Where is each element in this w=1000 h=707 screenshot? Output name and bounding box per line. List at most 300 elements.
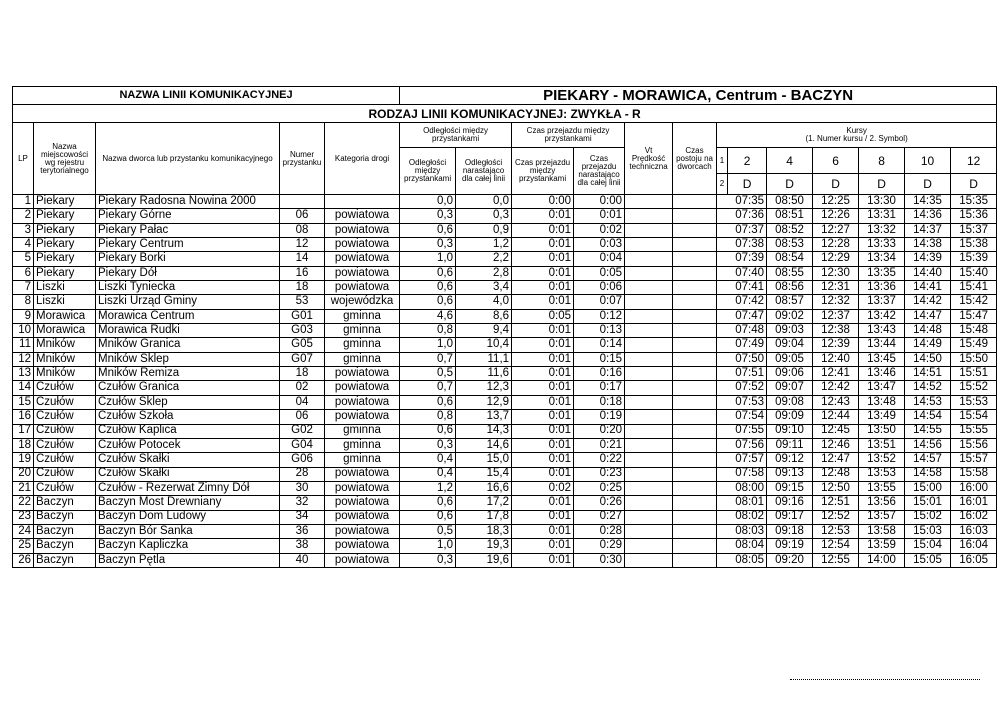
col-stop-name: Nazwa dworca lub przystanku komunikacyjnego <box>96 123 280 195</box>
row-time-between: 0:01 <box>512 395 574 409</box>
row-lp: 12 <box>13 352 34 366</box>
col-town: Nazwa miejscowości wg rejestru terytorialnego <box>34 123 96 195</box>
row-course-time: 09:10 <box>767 424 813 438</box>
row-course-time: 08:05 <box>717 553 767 567</box>
row-stop-name: Piekary Borki <box>96 252 280 266</box>
row-town: Czułów <box>34 395 96 409</box>
course-symbol: D <box>813 174 859 195</box>
row-time-cum: 0:20 <box>574 424 625 438</box>
row-lp: 24 <box>13 524 34 538</box>
table-row <box>13 481 997 495</box>
row-time-cum: 0:07 <box>574 295 625 309</box>
row-town: Piekary <box>34 209 96 223</box>
table-row <box>13 195 997 209</box>
row-time-between: 0:01 <box>512 467 574 481</box>
row-course-time: 07:41 <box>717 281 767 295</box>
row-course-time: 13:53 <box>859 467 905 481</box>
row-course-time: 14:42 <box>905 295 951 309</box>
row-vt <box>625 424 673 438</box>
courses-label: Kursy <box>846 126 867 135</box>
table-row <box>13 395 997 409</box>
row-road: powiatowa <box>325 410 400 424</box>
row-lp: 21 <box>13 481 34 495</box>
row-stop-no: G04 <box>280 438 325 452</box>
row-course-time: 15:54 <box>951 410 997 424</box>
row-dist-cum: 12,3 <box>456 381 512 395</box>
row-stop-time <box>673 252 717 266</box>
row-town: Mników <box>34 338 96 352</box>
row-course-time: 08:00 <box>717 481 767 495</box>
row-time-cum: 0:16 <box>574 367 625 381</box>
row-vt <box>625 438 673 452</box>
row-town: Czułów <box>34 424 96 438</box>
row-course-time: 15:49 <box>951 338 997 352</box>
row-time-between: 0:00 <box>512 195 574 209</box>
row-time-cum: 0:12 <box>574 309 625 323</box>
row-course-time: 07:47 <box>717 309 767 323</box>
row-vt <box>625 238 673 252</box>
row-time-between: 0:01 <box>512 438 574 452</box>
course-symbol: D <box>767 174 813 195</box>
row-lp: 5 <box>13 252 34 266</box>
row-stop-time <box>673 438 717 452</box>
row-course-time: 15:01 <box>905 496 951 510</box>
row-course-time: 13:33 <box>859 238 905 252</box>
row-course-time: 13:55 <box>859 481 905 495</box>
row-dist-cum: 4,0 <box>456 295 512 309</box>
row-stop-name: Mników Sklep <box>96 352 280 366</box>
row-stop-name: Baczyn Pętla <box>96 553 280 567</box>
row-course-time: 12:51 <box>813 496 859 510</box>
course-row-label-2: 2 <box>717 174 728 195</box>
line-name: PIEKARY - MORAWICA, Centrum - BACZYN <box>400 87 997 105</box>
row-stop-name: Baczyn Most Drewniany <box>96 496 280 510</box>
course-row-label-1: 1 <box>717 148 728 174</box>
row-time-between: 0:01 <box>512 252 574 266</box>
row-time-cum: 0:27 <box>574 510 625 524</box>
row-course-time: 09:12 <box>767 453 813 467</box>
row-course-time: 09:04 <box>767 338 813 352</box>
row-stop-name: Liszki Urząd Gminy <box>96 295 280 309</box>
row-time-between: 0:01 <box>512 281 574 295</box>
row-time-cum: 0:19 <box>574 410 625 424</box>
row-stop-name: Czułów Szkoła <box>96 410 280 424</box>
row-town: Czułów <box>34 481 96 495</box>
table-row <box>13 381 997 395</box>
row-course-time: 13:58 <box>859 524 905 538</box>
row-dist-cum: 2,2 <box>456 252 512 266</box>
table-row <box>13 438 997 452</box>
row-time-between: 0:01 <box>512 324 574 338</box>
row-course-time: 13:56 <box>859 496 905 510</box>
row-course-time: 07:38 <box>717 238 767 252</box>
row-lp: 4 <box>13 238 34 252</box>
row-course-time: 08:51 <box>767 209 813 223</box>
row-course-time: 16:00 <box>951 481 997 495</box>
row-time-between: 0:01 <box>512 553 574 567</box>
row-road: powiatowa <box>325 209 400 223</box>
row-course-time: 09:15 <box>767 481 813 495</box>
row-time-cum: 0:28 <box>574 524 625 538</box>
row-stop-time <box>673 352 717 366</box>
col-stop-time: Czas postoju na dworcach <box>673 123 717 195</box>
row-course-time: 15:36 <box>951 209 997 223</box>
row-lp: 16 <box>13 410 34 424</box>
row-course-time: 16:04 <box>951 539 997 553</box>
row-course-time: 13:47 <box>859 381 905 395</box>
row-stop-name: Mników Remiza <box>96 367 280 381</box>
row-course-time: 08:53 <box>767 238 813 252</box>
row-dist-between: 0,3 <box>400 553 456 567</box>
row-course-time: 14:51 <box>905 367 951 381</box>
row-course-time: 13:43 <box>859 324 905 338</box>
row-town: Piekary <box>34 223 96 237</box>
row-course-time: 09:20 <box>767 553 813 567</box>
row-dist-cum: 9,4 <box>456 324 512 338</box>
row-time-between: 0:01 <box>512 338 574 352</box>
row-dist-cum: 11,1 <box>456 352 512 366</box>
row-dist-cum: 16,6 <box>456 481 512 495</box>
course-symbol: D <box>905 174 951 195</box>
course-number: 6 <box>813 148 859 174</box>
row-course-time: 12:52 <box>813 510 859 524</box>
line-name-label: NAZWA LINII KOMUNIKACYJNEJ <box>13 87 400 105</box>
row-course-time: 12:37 <box>813 309 859 323</box>
row-dist-cum: 10,4 <box>456 338 512 352</box>
row-town: Morawica <box>34 324 96 338</box>
row-road: gminna <box>325 352 400 366</box>
row-time-cum: 0:30 <box>574 553 625 567</box>
row-lp: 22 <box>13 496 34 510</box>
row-course-time: 15:05 <box>905 553 951 567</box>
row-course-time: 15:53 <box>951 395 997 409</box>
row-dist-between: 0,8 <box>400 410 456 424</box>
row-dist-cum: 14,3 <box>456 424 512 438</box>
row-stop-name: Czułów - Rezerwat Zimny Dół <box>96 481 280 495</box>
row-stop-time <box>673 496 717 510</box>
row-course-time: 08:04 <box>717 539 767 553</box>
row-course-time: 15:52 <box>951 381 997 395</box>
row-course-time: 12:41 <box>813 367 859 381</box>
row-dist-cum: 2,8 <box>456 266 512 280</box>
row-stop-time <box>673 281 717 295</box>
row-course-time: 16:02 <box>951 510 997 524</box>
row-course-time: 12:38 <box>813 324 859 338</box>
row-stop-name: Czułów Skałki <box>96 467 280 481</box>
row-course-time: 15:37 <box>951 223 997 237</box>
signature-line <box>790 678 980 680</box>
row-course-time: 13:50 <box>859 424 905 438</box>
row-course-time: 09:05 <box>767 352 813 366</box>
row-course-time: 13:52 <box>859 453 905 467</box>
row-course-time: 12:44 <box>813 410 859 424</box>
row-town: Piekary <box>34 266 96 280</box>
row-course-time: 07:39 <box>717 252 767 266</box>
col-lp: LP <box>13 123 34 195</box>
row-stop-name: Piekary Górne <box>96 209 280 223</box>
row-course-time: 15:50 <box>951 352 997 366</box>
row-course-time: 07:55 <box>717 424 767 438</box>
row-course-time: 07:35 <box>717 195 767 209</box>
row-lp: 26 <box>13 553 34 567</box>
row-course-time: 14:40 <box>905 266 951 280</box>
row-course-time: 13:49 <box>859 410 905 424</box>
row-lp: 7 <box>13 281 34 295</box>
row-dist-between: 1,0 <box>400 338 456 352</box>
row-time-cum: 0:22 <box>574 453 625 467</box>
row-course-time: 15:41 <box>951 281 997 295</box>
row-course-time: 13:57 <box>859 510 905 524</box>
row-course-time: 14:37 <box>905 223 951 237</box>
row-course-time: 13:42 <box>859 309 905 323</box>
row-road: gminna <box>325 453 400 467</box>
row-road: powiatowa <box>325 223 400 237</box>
row-course-time: 15:03 <box>905 524 951 538</box>
table-row <box>13 410 997 424</box>
row-dist-between: 0,7 <box>400 352 456 366</box>
row-time-between: 0:01 <box>512 510 574 524</box>
row-lp: 20 <box>13 467 34 481</box>
row-course-time: 08:56 <box>767 281 813 295</box>
row-stop-time <box>673 524 717 538</box>
row-stop-no: G01 <box>280 309 325 323</box>
row-course-time: 16:03 <box>951 524 997 538</box>
col-dist-cum: Odległości narastająco dla całej linii <box>456 148 512 195</box>
row-dist-cum: 17,2 <box>456 496 512 510</box>
row-course-time: 07:54 <box>717 410 767 424</box>
col-distances: Odległości między przystankami <box>400 123 512 148</box>
table-row <box>13 338 997 352</box>
row-course-time: 14:35 <box>905 195 951 209</box>
col-time-cum: Czas przejazdu narastająco dla całej linii <box>574 148 625 195</box>
row-road: powiatowa <box>325 281 400 295</box>
row-dist-cum: 8,6 <box>456 309 512 323</box>
row-stop-no: 04 <box>280 395 325 409</box>
row-course-time: 07:53 <box>717 395 767 409</box>
row-lp: 18 <box>13 438 34 452</box>
row-stop-time <box>673 295 717 309</box>
row-town: Baczyn <box>34 496 96 510</box>
row-time-cum: 0:18 <box>574 395 625 409</box>
row-stop-time <box>673 481 717 495</box>
row-course-time: 14:58 <box>905 467 951 481</box>
row-dist-between: 1,0 <box>400 539 456 553</box>
table-row <box>13 252 997 266</box>
row-course-time: 12:46 <box>813 438 859 452</box>
row-stop-no: 14 <box>280 252 325 266</box>
row-dist-between: 0,5 <box>400 367 456 381</box>
row-lp: 11 <box>13 338 34 352</box>
row-vt <box>625 496 673 510</box>
row-time-cum: 0:02 <box>574 223 625 237</box>
row-stop-no: 02 <box>280 381 325 395</box>
row-lp: 15 <box>13 395 34 409</box>
row-time-between: 0:05 <box>512 309 574 323</box>
row-course-time: 15:51 <box>951 367 997 381</box>
table-row <box>13 453 997 467</box>
row-lp: 23 <box>13 510 34 524</box>
row-road: powiatowa <box>325 553 400 567</box>
row-road: powiatowa <box>325 539 400 553</box>
row-stop-time <box>673 510 717 524</box>
row-course-time: 14:39 <box>905 252 951 266</box>
row-road: gminna <box>325 324 400 338</box>
row-course-time: 16:05 <box>951 553 997 567</box>
course-number: 12 <box>951 148 997 174</box>
row-dist-cum: 11,6 <box>456 367 512 381</box>
row-time-cum: 0:17 <box>574 381 625 395</box>
row-lp: 13 <box>13 367 34 381</box>
course-symbol: D <box>728 174 767 195</box>
row-course-time: 15:58 <box>951 467 997 481</box>
row-course-time: 14:38 <box>905 238 951 252</box>
row-dist-between: 0,6 <box>400 223 456 237</box>
row-stop-name: Baczyn Kapliczka <box>96 539 280 553</box>
row-town: Czułów <box>34 410 96 424</box>
row-dist-cum: 3,4 <box>456 281 512 295</box>
row-stop-time <box>673 338 717 352</box>
row-road: powiatowa <box>325 266 400 280</box>
course-number: 4 <box>767 148 813 174</box>
table-row <box>13 295 997 309</box>
row-course-time: 08:03 <box>717 524 767 538</box>
row-course-time: 12:42 <box>813 381 859 395</box>
table-row <box>13 553 997 567</box>
row-road: powiatowa <box>325 381 400 395</box>
row-stop-time <box>673 410 717 424</box>
row-vt <box>625 367 673 381</box>
row-dist-between: 1,2 <box>400 481 456 495</box>
row-lp: 10 <box>13 324 34 338</box>
table-row <box>13 367 997 381</box>
col-time-between: Czas przejazdu między przystankami <box>512 148 574 195</box>
row-course-time: 09:11 <box>767 438 813 452</box>
row-time-between: 0:01 <box>512 367 574 381</box>
row-road: powiatowa <box>325 252 400 266</box>
row-stop-name: Piekary Pałac <box>96 223 280 237</box>
row-stop-no: 36 <box>280 524 325 538</box>
row-course-time: 14:57 <box>905 453 951 467</box>
row-dist-between: 0,4 <box>400 453 456 467</box>
row-stop-name: Czułów Kaplica <box>96 424 280 438</box>
row-time-cum: 0:03 <box>574 238 625 252</box>
row-course-time: 07:51 <box>717 367 767 381</box>
row-dist-between: 0,6 <box>400 510 456 524</box>
row-road: gminna <box>325 438 400 452</box>
row-road: powiatowa <box>325 510 400 524</box>
row-stop-name: Czułów Granica <box>96 381 280 395</box>
row-course-time: 14:50 <box>905 352 951 366</box>
course-number: 2 <box>728 148 767 174</box>
table-row <box>13 467 997 481</box>
courses-sub: (1. Numer kursu / 2. Symbol) <box>805 134 908 143</box>
row-course-time: 15:39 <box>951 252 997 266</box>
row-stop-no: 38 <box>280 539 325 553</box>
row-town: Baczyn <box>34 553 96 567</box>
row-time-between: 0:01 <box>512 209 574 223</box>
row-stop-time <box>673 209 717 223</box>
row-course-time: 07:57 <box>717 453 767 467</box>
table-row <box>13 266 997 280</box>
row-town: Baczyn <box>34 510 96 524</box>
row-dist-between: 4,6 <box>400 309 456 323</box>
row-course-time: 14:54 <box>905 410 951 424</box>
row-vt <box>625 266 673 280</box>
row-course-time: 12:29 <box>813 252 859 266</box>
row-stop-name: Morawica Rudki <box>96 324 280 338</box>
col-vt: Vt Prędkość techniczna <box>625 123 673 195</box>
row-stop-time <box>673 266 717 280</box>
row-course-time: 09:09 <box>767 410 813 424</box>
row-course-time: 13:46 <box>859 367 905 381</box>
row-stop-no: 53 <box>280 295 325 309</box>
row-course-time: 16:01 <box>951 496 997 510</box>
row-stop-time <box>673 553 717 567</box>
row-time-cum: 0:29 <box>574 539 625 553</box>
row-course-time: 13:48 <box>859 395 905 409</box>
row-stop-no: 18 <box>280 367 325 381</box>
row-time-between: 0:01 <box>512 352 574 366</box>
col-stop-no: Numer przystanku <box>280 123 325 195</box>
row-road: powiatowa <box>325 467 400 481</box>
col-road: Kategoria drogi <box>325 123 400 195</box>
row-course-time: 14:49 <box>905 338 951 352</box>
row-course-time: 12:43 <box>813 395 859 409</box>
row-course-time: 12:48 <box>813 467 859 481</box>
table-row <box>13 209 997 223</box>
row-stop-no: G07 <box>280 352 325 366</box>
row-course-time: 15:00 <box>905 481 951 495</box>
row-course-time: 09:18 <box>767 524 813 538</box>
row-road: powiatowa <box>325 395 400 409</box>
row-stop-name: Piekary Centrum <box>96 238 280 252</box>
row-vt <box>625 453 673 467</box>
row-time-between: 0:01 <box>512 295 574 309</box>
row-road: gminna <box>325 309 400 323</box>
row-course-time: 12:54 <box>813 539 859 553</box>
row-vt <box>625 195 673 209</box>
row-course-time: 15:42 <box>951 295 997 309</box>
row-course-time: 12:31 <box>813 281 859 295</box>
row-dist-between: 0,6 <box>400 266 456 280</box>
course-number: 8 <box>859 148 905 174</box>
row-stop-time <box>673 238 717 252</box>
row-vt <box>625 295 673 309</box>
course-number: 10 <box>905 148 951 174</box>
row-course-time: 13:59 <box>859 539 905 553</box>
row-dist-between: 1,0 <box>400 252 456 266</box>
row-course-time: 15:02 <box>905 510 951 524</box>
row-stop-time <box>673 324 717 338</box>
row-dist-between: 0,7 <box>400 381 456 395</box>
row-stop-time <box>673 195 717 209</box>
row-stop-no: 16 <box>280 266 325 280</box>
row-course-time: 07:50 <box>717 352 767 366</box>
row-stop-name: Piekary Dół <box>96 266 280 280</box>
row-time-cum: 0:14 <box>574 338 625 352</box>
row-course-time: 15:35 <box>951 195 997 209</box>
row-course-time: 12:50 <box>813 481 859 495</box>
row-time-cum: 0:26 <box>574 496 625 510</box>
row-time-cum: 0:04 <box>574 252 625 266</box>
row-stop-time <box>673 424 717 438</box>
row-vt <box>625 410 673 424</box>
row-course-time: 08:54 <box>767 252 813 266</box>
row-stop-no: 12 <box>280 238 325 252</box>
col-courses <box>717 123 997 148</box>
row-stop-name: Baczyn Dom Ludowy <box>96 510 280 524</box>
row-course-time: 12:39 <box>813 338 859 352</box>
